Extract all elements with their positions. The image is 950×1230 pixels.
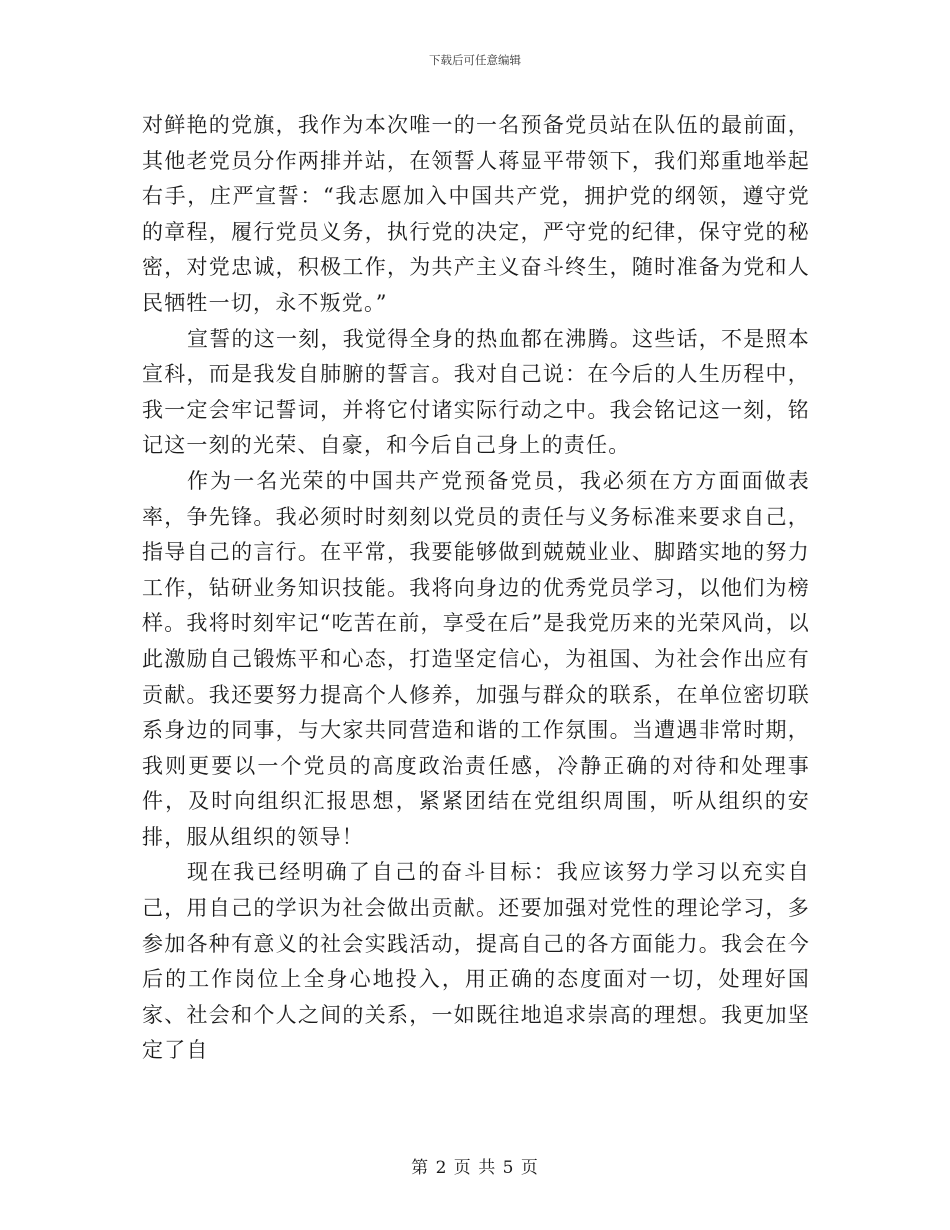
document-body <box>142 108 810 1069</box>
paragraph-4: 现在我已经明确了自己的奋斗目标：我应该努力学习以充实自己，用自己的学识为社会做出贡献。还要加强对党性的理论学习，多参加各种有意义的社会实践活动，提高自己的各方面能力。我会在今后的工作岗位上全身心地投入，用正确的态度面对一切，处理好国家、社会和个人之间的关系，一如既往地追求崇高的理想。我更加坚定了自 <box>142 860 810 1063</box>
page-number: 第 2 页 共 5 页 <box>411 1158 539 1178</box>
paragraph-2: 宣誓的这一刻，我觉得全身的热血都在沸腾。这些话，不是照本宣科，而是我发自肺腑的誓言。我对自己说：在今后的人生历程中，我一定会牢记誓词，并将它付诸实际行动之中。我会铭记这一刻，铭记这一刻的光荣、自豪，和今后自己身上的责任。 <box>142 326 810 458</box>
page-header-note: 下载后可任意编辑 <box>429 53 521 67</box>
paragraph-1: 对鲜艳的党旗，我作为本次唯一的一名预备党员站在队伍的最前面，其他老党员分作两排并站，在领誓人蒋显平带领下，我们郑重地举起右手，庄严宣誓：“我志愿加入中国共产党，拥护党的纲领，遵守党的章程，履行党员义务，执行党的决定，严守党的纪律，保守党的秘密，对党忠诚，积极工作，为共产主义奋斗终生，随时准备为党和人民牺牲一切，永不叛党。” <box>142 113 810 315</box>
paragraph-3: 作为一名光荣的中国共产党预备党员，我必须在方方面面做表率，争先锋。我必须时时刻刻以党员的责任与义务标准来要求自己，指导自己的言行。在平常，我要能够做到兢兢业业、脚踏实地的努力工作，钻研业务知识技能。我将向身边的优秀党员学习，以他们为榜样。我将时刻牢记“吃苦在前，享受在后”是我党历来的光荣风尚，以此激励自己锻炼平和心态，打造坚定信心，为祖国、为社会作出应有贡献。我还要努力提高个人修养，加强与群众的联系，在单位密切联系身边的同事，与大家共同营造和谐的工作氛围。当遭遇非常时期，我则更要以一个党员的高度政治责任感，冷静正确的对待和处理事件，及时向组织汇报思想，紧紧团结在党组织周围，听从组织的安排，服从组织的领导！ <box>142 468 810 849</box>
